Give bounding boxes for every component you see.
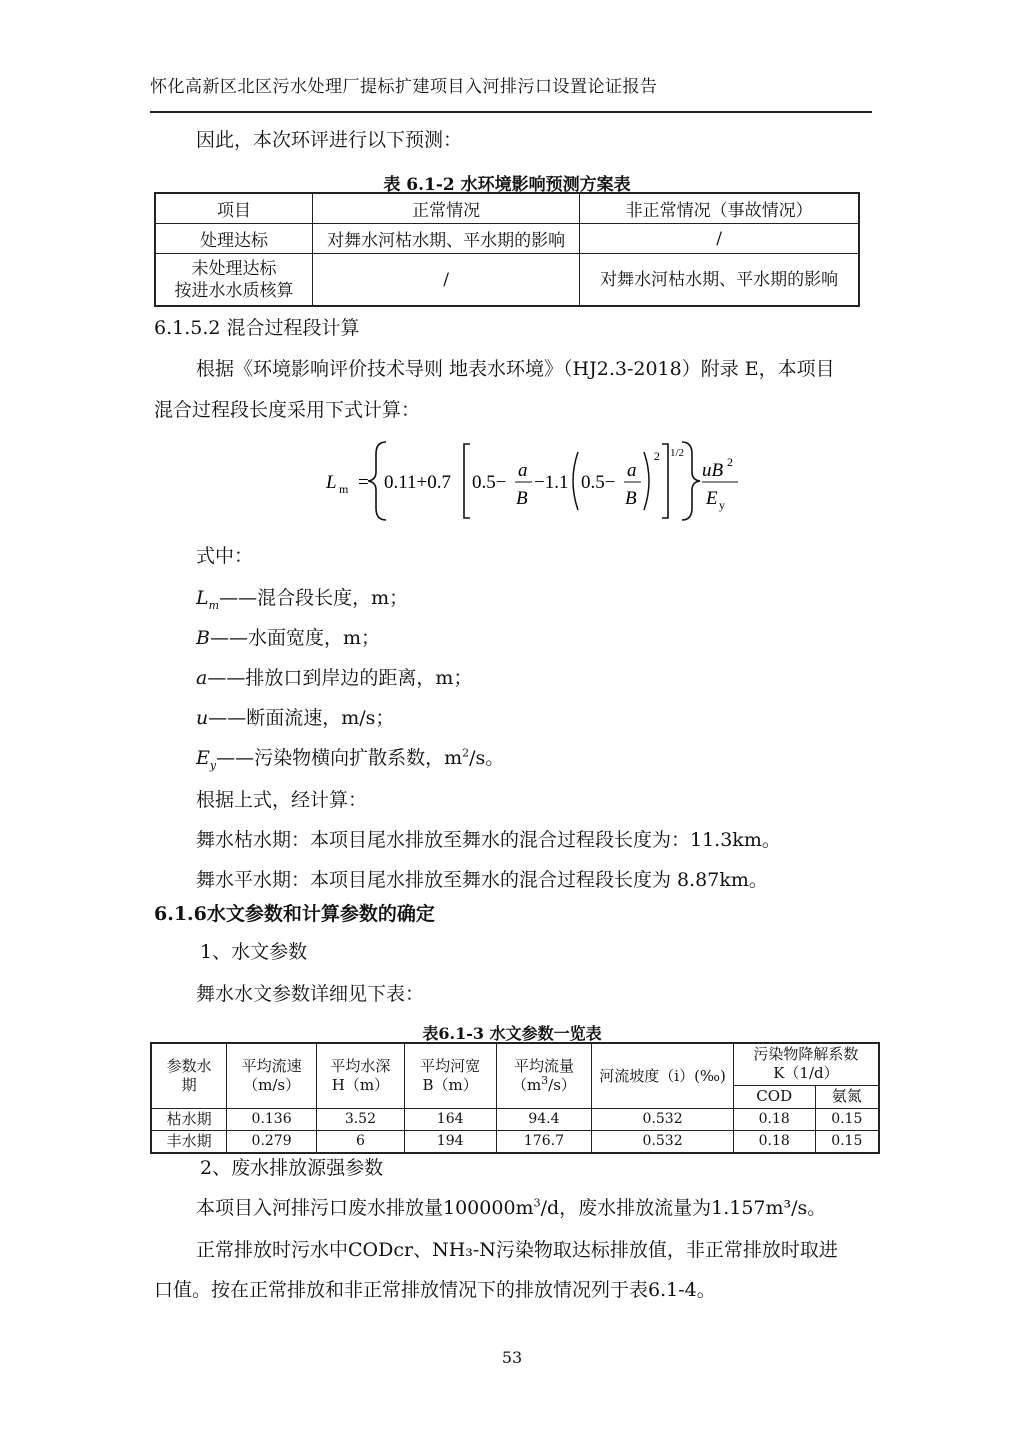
formula-lhs: L <box>326 472 337 493</box>
left-paren <box>573 452 578 510</box>
table1-header-cell: 正常情况 <box>313 193 580 224</box>
header-cell <box>496 1043 592 1109</box>
formula-rhs-num: uB <box>702 460 724 481</box>
cell-line: H（m） <box>331 1076 390 1094</box>
table-cell: 对舞水河枯水期、平水期的影响 <box>313 224 580 254</box>
table-cell: 0.532 <box>592 1131 733 1154</box>
cell-line: 期 <box>181 1076 197 1094</box>
table1-header-cell: 非正常情况（事故情况） <box>580 193 859 224</box>
table-cell: 194 <box>404 1131 496 1154</box>
table2 <box>150 1042 880 1154</box>
table-row <box>151 1109 879 1131</box>
right-bracket <box>662 444 668 518</box>
discharge-paragraph <box>196 1196 826 1221</box>
table-cell: 0.15 <box>815 1131 879 1154</box>
def-text: ——污染物横向扩散系数，m <box>216 747 463 769</box>
unit-part: /s） <box>548 1076 576 1094</box>
definition-line <box>196 706 394 731</box>
formula-frac2-den: B <box>625 488 637 509</box>
table-cell: 0.532 <box>592 1109 733 1131</box>
right-brace <box>682 442 700 520</box>
table-cell: 对舞水河枯水期、平水期的影响 <box>580 254 859 307</box>
header-cell <box>404 1043 496 1109</box>
formula-rhs-num-sup: 2 <box>727 455 733 469</box>
subheading-hydrology: 1、水文参数 <box>200 941 308 963</box>
unit-part: （m <box>511 1076 542 1094</box>
formula-frac1-num: a <box>518 460 528 481</box>
def-symbol: B <box>196 627 210 649</box>
table-cell: 枯水期 <box>151 1109 227 1131</box>
where-label: 式中： <box>196 545 254 567</box>
table-cell: 164 <box>404 1109 496 1131</box>
unit-sup: 3 <box>541 1074 549 1087</box>
def-text: ——断面流速，m/s； <box>208 707 395 729</box>
table-cell: 0.136 <box>227 1109 317 1131</box>
paragraph-line: 正常排放时污水中CODcr、NH₃-N污染物取达标排放值，非正常排放时取进 <box>196 1239 838 1261</box>
header-cell <box>733 1043 879 1085</box>
calc-result-dry: 舞水枯水期：本项目尾水排放至舞水的混合过程段长度为：11.3km。 <box>196 829 781 851</box>
formula-lhs-sub: m <box>339 482 349 496</box>
def-text: ——混合段长度，m； <box>219 587 409 609</box>
hydrology-intro: 舞水水文参数详细见下表： <box>196 983 425 1005</box>
table-cell: 94.4 <box>496 1109 592 1131</box>
def-symbol-sub: y <box>209 758 217 772</box>
cell-line: 污染物降解系数 <box>753 1045 859 1064</box>
cell-line: 参数水 <box>166 1057 212 1075</box>
definition-line <box>196 626 380 651</box>
header-cell: COD <box>733 1085 815 1108</box>
text-part: /d，废水排放流量为1.157m³/s。 <box>540 1197 827 1219</box>
table2-caption: 表6.1-3 水文参数一览表 <box>422 1024 602 1043</box>
table-cell <box>155 254 313 307</box>
cell-line: （m/s） <box>243 1076 301 1094</box>
intro-line: 因此，本次环评进行以下预测： <box>196 129 463 151</box>
definition-line <box>196 586 408 611</box>
section-6-1-5-2-heading: 6.1.5.2 混合过程段计算 <box>154 317 360 339</box>
table-cell: 6 <box>317 1131 405 1154</box>
table1-header-row <box>155 193 859 224</box>
def-text: ——水面宽度，m； <box>209 627 380 649</box>
table-cell: 丰水期 <box>151 1131 227 1154</box>
def-symbol: a <box>196 667 208 689</box>
formula-square-exp: 2 <box>654 449 660 463</box>
text-sup: 3 <box>533 1196 541 1210</box>
table-cell: 0.18 <box>733 1109 815 1131</box>
page-number: 53 <box>501 1348 523 1367</box>
formula-frac2-num: a <box>627 460 637 481</box>
table-row <box>155 254 859 307</box>
table1 <box>154 192 860 307</box>
formula-frac1-den: B <box>516 488 528 509</box>
paragraph-line: 口值。按在正常排放和非正常排放情况下的排放情况列于表6.1-4。 <box>154 1279 716 1301</box>
left-bracket <box>464 444 470 518</box>
table-row <box>155 224 859 254</box>
right-paren <box>644 452 649 510</box>
table-cell: 0.15 <box>815 1109 879 1131</box>
formula-rhs-den: E <box>706 488 718 509</box>
mixing-length-formula <box>322 436 752 526</box>
paragraph-line: 混合过程段长度采用下式计算： <box>154 399 421 421</box>
formula-eq: = <box>358 472 369 493</box>
header-cell <box>317 1043 405 1109</box>
def-symbol: E <box>196 747 210 769</box>
definition-line <box>196 666 472 691</box>
definition-line <box>196 746 504 771</box>
cell-line: 平均流量 <box>513 1057 574 1075</box>
paragraph-line: 根据《环境影响评价技术导则 地表水环境》（HJ2.3-2018）附录 E，本项目 <box>196 358 835 380</box>
header-rule <box>150 111 872 113</box>
table-cell: 176.7 <box>496 1131 592 1154</box>
table-cell: / <box>580 224 859 254</box>
def-symbol-sub: m <box>208 598 220 612</box>
formula-term1: 0.11+0.7 <box>384 472 452 493</box>
table-cell: 0.18 <box>733 1131 815 1154</box>
subheading-discharge: 2、废水排放源强参数 <box>200 1157 384 1179</box>
header-cell: 氨氮 <box>815 1085 879 1108</box>
def-symbol: u <box>196 707 209 729</box>
formula-half-exp: 1/2 <box>670 447 685 459</box>
cell-line: 平均水深 <box>330 1057 391 1075</box>
header-cell <box>227 1043 317 1109</box>
def-text: ——排放口到岸边的距离，m； <box>207 667 473 689</box>
page-header: 怀化高新区北区污水处理厂提标扩建项目入河排污口设置论证报告 <box>150 77 658 97</box>
def-tail: /s。 <box>469 747 505 769</box>
cell-line: B（m） <box>422 1076 478 1094</box>
section-6-1-6-heading: 6.1.6水文参数和计算参数的确定 <box>154 903 435 925</box>
calc-result-normal: 舞水平水期：本项目尾水排放至舞水的混合过程段长度为 8.87km。 <box>196 869 768 891</box>
cell-line <box>497 1076 592 1095</box>
def-symbol: L <box>196 587 209 609</box>
cell-line: 未处理达标 <box>191 258 277 279</box>
table1-header-cell: 项目 <box>155 193 313 224</box>
formula-term4: 0.5− <box>581 472 616 493</box>
cell-line: 平均流速 <box>241 1057 302 1075</box>
calc-intro: 根据上式，经计算： <box>196 789 368 811</box>
text-part: 本项目入河排污口废水排放量100000m <box>196 1197 534 1219</box>
table-cell: 0.279 <box>227 1131 317 1154</box>
table-cell: 处理达标 <box>155 224 313 254</box>
table-cell: / <box>313 254 580 307</box>
table-cell: 3.52 <box>317 1109 405 1131</box>
cell-line: 平均河宽 <box>420 1057 481 1075</box>
formula-term2: 0.5− <box>472 472 507 493</box>
formula-rhs-den-sub: y <box>719 498 725 512</box>
header-cell <box>151 1043 227 1109</box>
formula-term3: −1.1 <box>534 472 569 493</box>
cell-line: 按进水水质核算 <box>174 280 294 301</box>
cell-line: K（1/d） <box>773 1064 839 1083</box>
def-sup: 2 <box>462 746 470 760</box>
header-cell: 河流坡度（i）(‰) <box>592 1043 733 1109</box>
table-row <box>151 1131 879 1154</box>
table1-caption: 表 6.1-2 水环境影响预测方案表 <box>383 175 631 195</box>
table2-header-row <box>151 1043 879 1085</box>
